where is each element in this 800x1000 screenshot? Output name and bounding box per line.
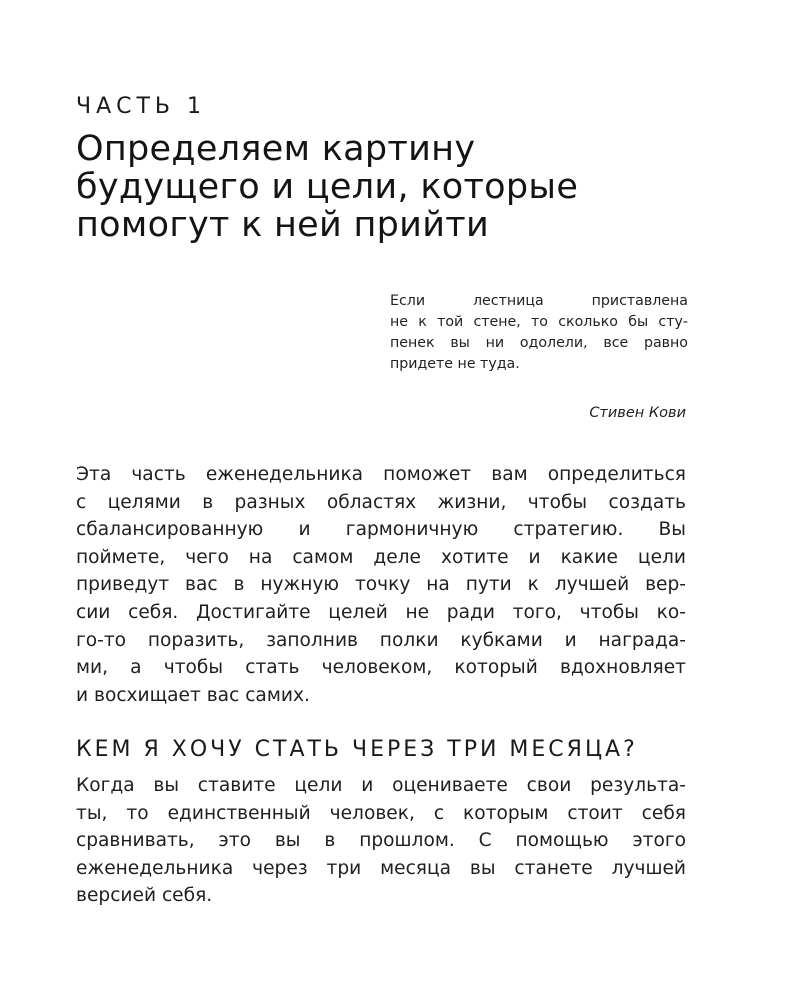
paragraph-line: сравнивать, это вы в прошлом. С помощью этого xyxy=(76,830,686,852)
paragraph-line: сбалансированную и гармоничную стратегию. Вы xyxy=(76,519,686,541)
epigraph-line: пенек вы ни одолели, все равно xyxy=(390,335,688,351)
section-paragraph xyxy=(76,772,686,910)
epigraph-line: придете не туда. xyxy=(390,356,520,372)
part-title-line: будущего и цели, которые xyxy=(76,167,579,207)
epigraph-line: Если лестница приставлена xyxy=(390,293,688,309)
paragraph-line: Когда вы ставите цели и оцениваете свои результа- xyxy=(76,775,686,796)
epigraph-quote xyxy=(390,291,688,375)
part-title-line: Определяем картину xyxy=(76,129,476,169)
section-heading: КЕМ Я ХОЧУ СТАТЬ ЧЕРЕЗ ТРИ МЕСЯЦА? xyxy=(76,737,638,762)
paragraph-line: го-то поразить, заполнив полки кубками и награда- xyxy=(76,629,686,651)
epigraph-line: не к той стене, то сколько бы сту- xyxy=(390,314,688,330)
paragraph-line: и восхищает вас самих. xyxy=(76,684,310,706)
part-title-line: помогут к ней прийти xyxy=(76,205,490,245)
paragraph-line: версией себя. xyxy=(76,885,213,907)
paragraph-line: приведут вас в нужную точку на пути к лучшей вер- xyxy=(76,574,686,596)
paragraph-line: ми, а чтобы стать человеком, который вдохновляет xyxy=(76,657,686,679)
paragraph-line: поймете, чего на самом деле хотите и какие цели xyxy=(76,546,686,568)
intro-paragraph xyxy=(76,461,686,709)
part-title xyxy=(76,130,736,244)
paragraph-line: ты, то единственный человек, с которым стоит себя xyxy=(76,802,686,824)
paragraph-line: сии себя. Достигайте целей не ради того, чтобы ко- xyxy=(76,601,686,623)
paragraph-line: Эта часть еженедельника поможет вам определиться xyxy=(76,464,686,485)
part-label: ЧАСТЬ 1 xyxy=(76,94,207,119)
paragraph-line: еженедельника через три месяца вы станете лучшей xyxy=(76,857,686,879)
epigraph-author: Стивен Кови xyxy=(589,405,686,421)
paragraph-line: с целями в разных областях жизни, чтобы создать xyxy=(76,491,686,513)
